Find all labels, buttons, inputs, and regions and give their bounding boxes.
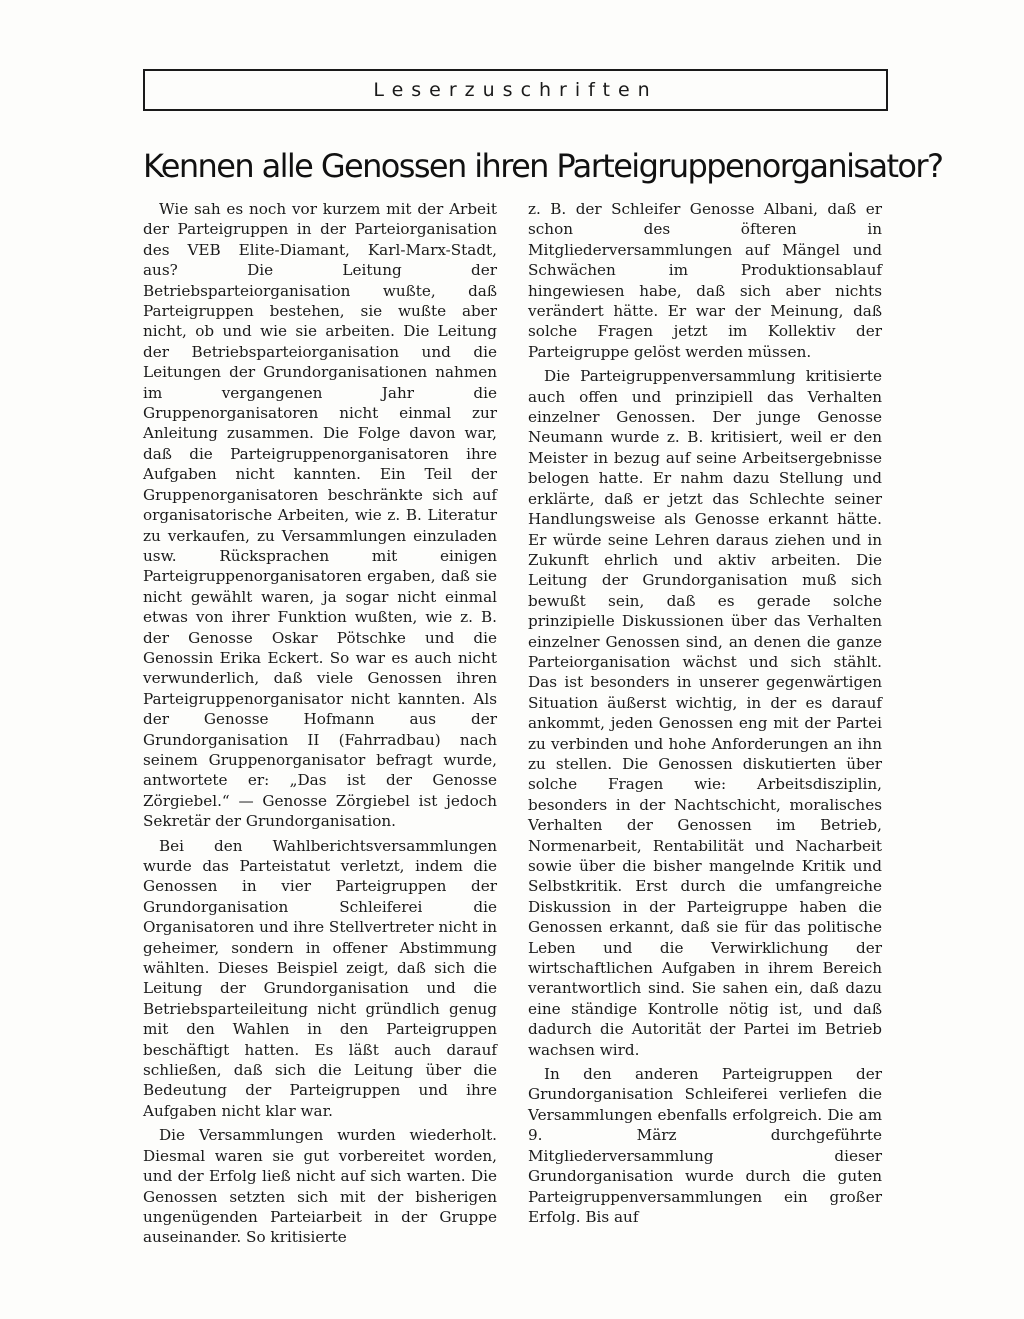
paragraph: In den anderen Parteigruppen der Grundorganisation Schleiferei verliefen die Versammlungen ebenfalls erfolgreich. Die am 9. März durchgeführte Mitgliederversammlung dieser Grundorganisation wurde durch die guten Parteigruppenversammlungen ein großer Erfolg. Bis auf [528,1065,882,1226]
section-header: Leserzuschriften [373,79,658,101]
paragraph: Wie sah es noch vor kurzem mit der Arbeit der Parteigruppen in der Parteiorganisation des VEB Elite-Diamant, Karl-Marx-Stadt, aus? Die Leitung der Betriebsparteiorganisation wußte, daß Parteigruppen bestehen, sie wußte aber nicht, ob und wie sie arbeiten. Die Leitung der Betriebsparteiorganisation und die Leitungen der Grundorganisationen nahmen im vergangenen Jahr die Gruppenorganisatoren nicht einmal zur Anleitung zusammen. Die Folge davon war, daß die Parteigruppenorganisatoren ihre Aufgaben nicht kannten. Ein Teil der Gruppenorganisatoren beschränkte sich auf organisatorische Arbeiten, wie z. B. Literatur zu verkaufen, zu Versammlungen einzuladen usw. Rücksprachen mit einigen Parteigruppenorganisatoren ergaben, daß sie nicht gewählt waren, ja sogar nicht einmal etwas von ihrer Funktion wußten, wie z. B. der Genosse Oskar Pötschke und die Genossin Erika Eckert. So war es auch nicht verwunderlich, daß viele Genossen ihren Parteigruppenorganisator nicht kannten. Als der Genosse Hofmann aus der Grundorganisation II (Fahrradbau) nach seinem Gruppenorganisator befragt wurde, antwortete er: „Das ist der Genosse Zörgiebel.“ — Genosse Zörgiebel ist jedoch Sekretär der Grundorganisation. [143,200,497,831]
paragraph: Die Versammlungen wurden wiederholt. Diesmal waren sie gut vorbereitet worden, und der Erfolg ließ nicht auf sich warten. Die Genossen setzten sich mit der bisherigen ungenügenden Parteiarbeit in der Gruppe auseinander. So kritisierte [143,1126,497,1247]
section-header-box [143,69,888,111]
paragraph: Bei den Wahlberichtsversammlungen wurde das Parteistatut verletzt, indem die Genossen in vier Parteigruppen der Grundorganisation Schleiferei die Organisatoren und ihre Stellvertreter nicht in geheimer, sondern in offener Abstimmung wählten. Dieses Beispiel zeigt, daß sich die Leitung der Grundorganisation und die Betriebsparteileitung nicht gründlich genug mit den Wahlen in den Parteigruppen beschäftigt hatten. Es läßt auch darauf schließen, daß sich die Leitung über die Bedeutung der Parteigruppen und ihre Aufgaben nicht klar war. [143,836,497,1120]
right-column [528,199,882,1231]
article-title: Kennen alle Genossen ihren Parteigruppenorganisator? [143,147,943,185]
paragraph: Die Parteigruppenversammlung kritisierte auch offen und prinzipiell das Verhalten einzelner Genossen. Der junge Genosse Neumann wurde z. B. kritisiert, weil er den Meister in bezug auf seine Arbeitsergebnisse belogen hatte. Er nahm dazu Stellung und erklärte, daß er jetzt das Schlechte seiner Handlungsweise als Genosse erkannt hätte. Er würde seine Lehren daraus ziehen und in Zukunft ehrlich und aktiv arbeiten. Die Leitung der Grundorganisation muß sich bewußt sein, daß es gerade solche prinzipielle Diskussionen über das Verhalten einzelner Genossen sind, an denen die ganze Parteiorganisation wächst und sich stählt. Das ist besonders in unserer gegenwärtigen Situation äußerst wichtig, in der es darauf ankommt, jeden Genossen eng mit der Partei zu verbinden und hohe Anforderungen an ihn zu stellen. Die Genossen diskutierten über solche Fragen wie: Arbeitsdisziplin, besonders in der Nachtschicht, moralisches Verhalten der Genossen im Betrieb, Normenarbeit, Rentabilität und Nacharbeit sowie über die bisher mangelnde Kritik und Selbstkritik. Erst durch die umfangreiche Diskussion in der Parteigruppe haben die Genossen erkannt, daß sie für das politische Leben und die Verwirklichung der wirtschaftlichen Aufgaben in ihrem Bereich verantwortlich sind. Sie sahen ein, daß dazu eine ständige Kontrolle nötig ist, und daß dadurch die Autorität der Partei im Betrieb wachsen wird. [528,367,882,1059]
paragraph: z. B. der Schleifer Genosse Albani, daß er schon des öfteren in Mitgliederversammlungen auf Mängel und Schwächen im Produktionsablauf hingewiesen habe, daß sich aber nichts verändert hätte. Er war der Meinung, daß solche Fragen jetzt im Kollektiv der Parteigruppe gelöst werden müssen. [528,200,882,361]
left-column [143,199,497,1252]
